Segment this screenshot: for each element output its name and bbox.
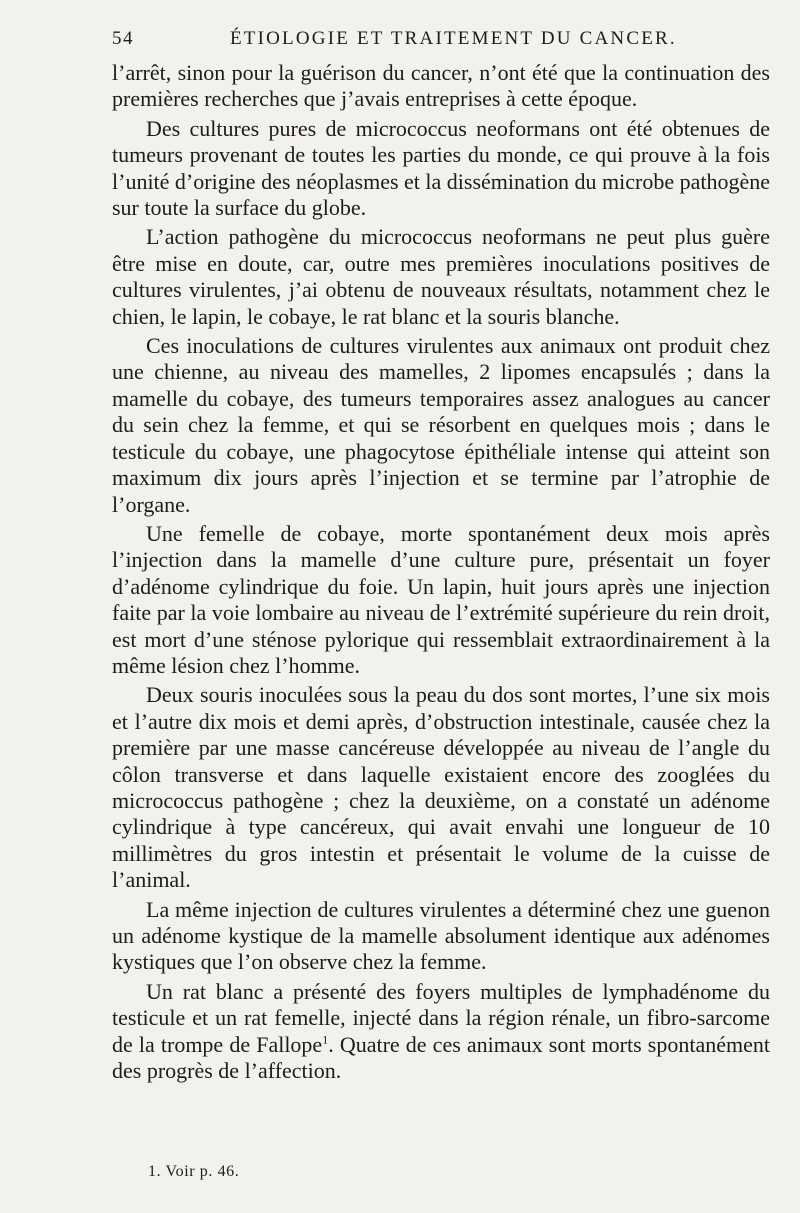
paragraph-rats — [112, 979, 770, 1085]
paragraph-guinea-pig-rabbit: Une femelle de cobaye, morte spontanément deux mois après l’injection dans la mamelle d’une culture pure, présentait un foyer d’adénome cylindrique du foie. Un lapin, huit jours après une injection faite par la voie lombaire au niveau de l’extrémité supérieure du rein droit, est mort d’une sténose pylorique qui ressemblait extraordinairement à la même lésion chez l’homme. — [112, 520, 770, 678]
paragraph-inoculations: Ces inoculations de cultures virulentes aux animaux ont produit chez une chienne, au niveau des mamelles, 2 lipomes encapsulés ; dans la mamelle du cobaye, des tumeurs temporaires assez analogues au cancer du sein chez la femme, et qui se résorbent en quelques mois ; dans le testicule du cobaye, une phagocytose épithéliale intense qui atteint son maximum dix jours après l’injection et se termine par l’atrophie de l’organe. — [112, 333, 770, 517]
footnote-reference: 1 — [322, 1032, 329, 1047]
paragraph-continuation: l’arrêt, sinon pour la guérison du cancer, n’ont été que la continuation des premières recherches que j’avais entreprises à cette époque. — [112, 60, 770, 112]
rats-text-end: . Quatre de ces animaux sont morts spontanément des progrès de l’affection. — [112, 1031, 770, 1084]
paragraph-cultures: Des cultures pures de micrococcus neoformans ont été obtenues de tumeurs provenant de toutes les parties du monde, ce qui prouve à la fois l’unité d’origine des néoplasmes et la dissémination du microbe pathogène sur toute la surface du globe. — [112, 115, 770, 221]
body-text — [112, 60, 770, 1087]
footnote: 1. Voir p. 46. — [148, 1163, 240, 1180]
running-title: ÉTIOLOGIE ET TRAITEMENT DU CANCER. — [230, 28, 677, 49]
paragraph-pathogenic-action: L’action pathogène du micrococcus neoformans ne peut plus guère être mise en doute, car, outre mes premières inoculations positives de cultures virulentes, j’ai obtenu de nouveaux résultats, notamment chez le chien, le lapin, le cobaye, le rat blanc et la souris blanche. — [112, 224, 770, 329]
page-header — [112, 28, 770, 56]
paragraph-monkey: La même injection de cultures virulentes a déterminé chez une guenon un adénome kystique de la mamelle absolument identique aux adénomes kystiques que l’on observe chez la femme. — [112, 896, 770, 975]
rats-text: Un rat blanc a présenté des foyers multiples de lymphadénome du testicule et un rat femelle, injecté dans la région rénale, un fibro-sarcome de la trompe de Fallope — [112, 978, 770, 1057]
paragraph-mice: Deux souris inoculées sous la peau du dos sont mortes, l’une six mois et l’autre dix mois et demi après, d’obstruction intestinale, causée chez la première par une masse cancéreuse développée au niveau de l’angle du côlon transverse et dans laquelle existaient encore des zooglées du micrococcus pathogène ; chez la deuxième, on a constaté un adénome cylindrique à type cancéreux, qui avait envahi une longueur de 10 millimètres du gros intestin et présentait le volume de la cuisse de l’animal. — [112, 682, 770, 893]
page-number: 54 — [112, 28, 134, 49]
